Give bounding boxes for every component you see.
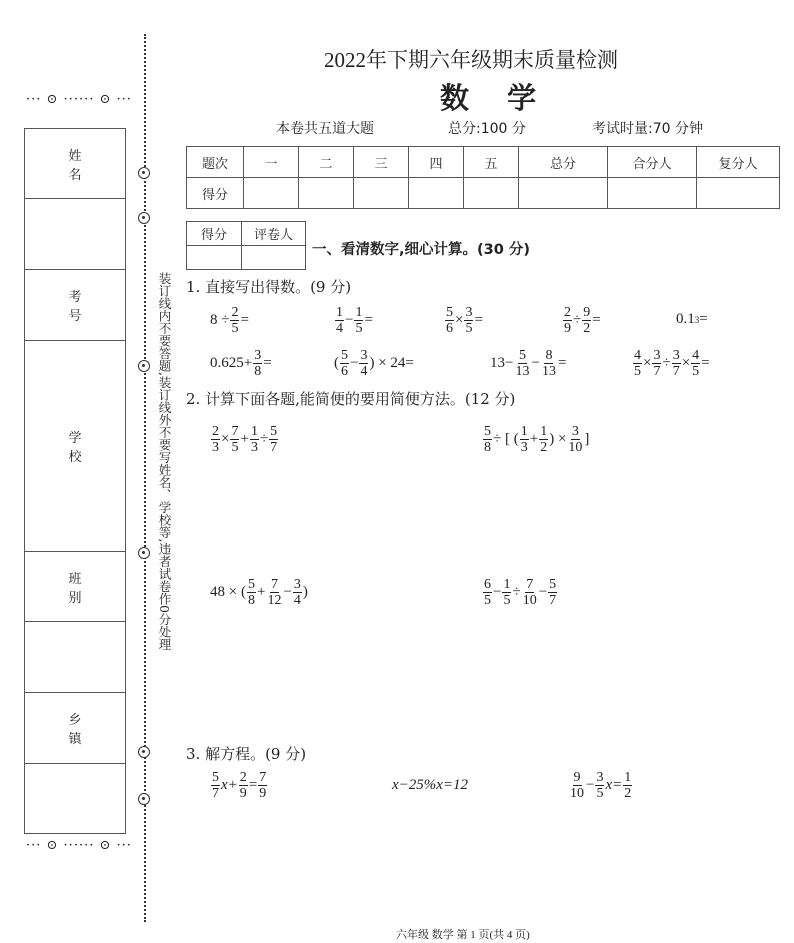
- q1-item-i: $\frac{4}{5}$ × $\frac{3}{7}$ ÷ $\frac{3}{7}$ × $\frac{4}{5}$ =: [634, 348, 710, 379]
- info-time: 考试时量:70 分钟: [592, 121, 703, 137]
- grader-label: 评卷人: [242, 222, 306, 246]
- q1-item-h: 13− $\frac{5}{13}$ − $\frac{8}{13}$ =: [490, 348, 567, 379]
- binding-hole-icon: [138, 793, 150, 805]
- q1-item-f: 0.625+ $\frac{3}{8}$ =: [210, 348, 272, 379]
- score-table-header: 三: [354, 147, 409, 178]
- question-3-label: 3. 解方程。(9 分): [186, 745, 307, 763]
- grader-score-cell[interactable]: [187, 246, 242, 270]
- score-cell[interactable]: [244, 178, 299, 209]
- town-field[interactable]: [25, 764, 126, 834]
- score-table-header: 一: [244, 147, 299, 178]
- name-field[interactable]: [25, 199, 126, 270]
- score-table-header: 五: [464, 147, 519, 178]
- score-table-header: 四: [409, 147, 464, 178]
- town-label: 乡 镇: [25, 693, 126, 764]
- student-info-table: [24, 128, 126, 834]
- score-cell[interactable]: [697, 178, 780, 209]
- q1-item-a: 8 ÷ $\frac{2}{5}$ =: [210, 305, 249, 336]
- q2-problem-1: $\frac{2}{3}$ × $\frac{7}{5}$ + $\frac{1}{3}$ ÷ $\frac{5}{7}$: [212, 424, 278, 455]
- score-cell[interactable]: [519, 178, 608, 209]
- score-table: [186, 146, 780, 209]
- q2-problem-4: $\frac{6}{5}$ − $\frac{1}{5}$ ÷ $\frac{7}{10}$ − $\frac{5}{7}$: [484, 577, 557, 608]
- exam-number-label: 考 号: [25, 270, 126, 341]
- class-label: 班 别: [25, 552, 126, 622]
- q3-equation-2: x−25%x=12: [392, 777, 469, 793]
- question-1-label: 1. 直接写出得数。(9 分): [186, 278, 352, 296]
- binding-hole-icon: [138, 746, 150, 758]
- binding-hole-icon: [138, 167, 150, 179]
- score-table-header: 二: [299, 147, 354, 178]
- grader-table: [186, 221, 306, 270]
- info-sections: 本卷共五道大题: [276, 121, 374, 137]
- score-table-header: 合分人: [608, 147, 697, 178]
- score-table-header: 题次: [187, 147, 244, 178]
- binding-hole-icon: [138, 547, 150, 559]
- q1-item-e: 0.1 3 =: [676, 311, 708, 327]
- grader-score-label: 得分: [187, 222, 242, 246]
- page-footer: 六年级 数学 第 1 页(共 4 页): [396, 929, 530, 941]
- binding-dots-bottom: ··· ⊙ ······ ⊙ ···: [26, 838, 132, 853]
- binding-notice: 装订线内不要答题,装订线外不要写姓名、学校等,违者试卷作0分处理: [157, 272, 172, 651]
- q3-equation-3: $\frac{9}{10}$ − $\frac{3}{5}$ x= $\frac{1}{2}$: [570, 770, 632, 801]
- binding-dots-top: ··· ⊙ ······ ⊙ ···: [26, 92, 132, 107]
- q1-item-g: ( $\frac{5}{6}$ − $\frac{3}{4}$ ) × 24=: [334, 348, 414, 379]
- q1-item-c: $\frac{5}{6}$ × $\frac{3}{5}$ =: [446, 305, 483, 336]
- school-label: 学 校: [25, 341, 126, 552]
- section-1-title: 一、看清数字,细心计算。(30 分): [312, 242, 530, 258]
- q3-equation-1: $\frac{5}{7}$ x+ $\frac{2}{9}$ = $\frac{7}{9}$: [212, 770, 267, 801]
- score-row-label: 得分: [187, 178, 244, 209]
- subject-title: 数 学: [440, 81, 551, 115]
- q2-problem-2: $\frac{5}{8}$ ÷ [ ( $\frac{1}{3}$ + $\frac{1}{2}$ ) × $\frac{3}{10}$ ]: [484, 424, 590, 455]
- score-cell[interactable]: [409, 178, 464, 209]
- q1-item-d: $\frac{2}{9}$ ÷ $\frac{9}{2}$ =: [564, 305, 601, 336]
- score-cell[interactable]: [354, 178, 409, 209]
- score-cell[interactable]: [299, 178, 354, 209]
- binding-hole-icon: [138, 212, 150, 224]
- class-field[interactable]: [25, 622, 126, 693]
- name-label: 姓 名: [25, 129, 126, 199]
- q1-item-b: $\frac{1}{4}$ − $\frac{1}{5}$ =: [336, 305, 373, 336]
- score-cell[interactable]: [464, 178, 519, 209]
- score-table-header: 总分: [519, 147, 608, 178]
- info-total-score: 总分:100 分: [448, 121, 526, 137]
- exam-title: 2022年下期六年级期末质量检测: [324, 48, 618, 72]
- question-2-label: 2. 计算下面各题,能简便的要用简便方法。(12 分): [186, 390, 516, 408]
- score-table-header: 复分人: [697, 147, 780, 178]
- grader-name-cell[interactable]: [242, 246, 306, 270]
- binding-hole-icon: [138, 360, 150, 372]
- q2-problem-3: 48 × ( $\frac{5}{8}$ + $\frac{7}{12}$ − $\frac{3}{4}$ ): [210, 577, 308, 608]
- score-cell[interactable]: [608, 178, 697, 209]
